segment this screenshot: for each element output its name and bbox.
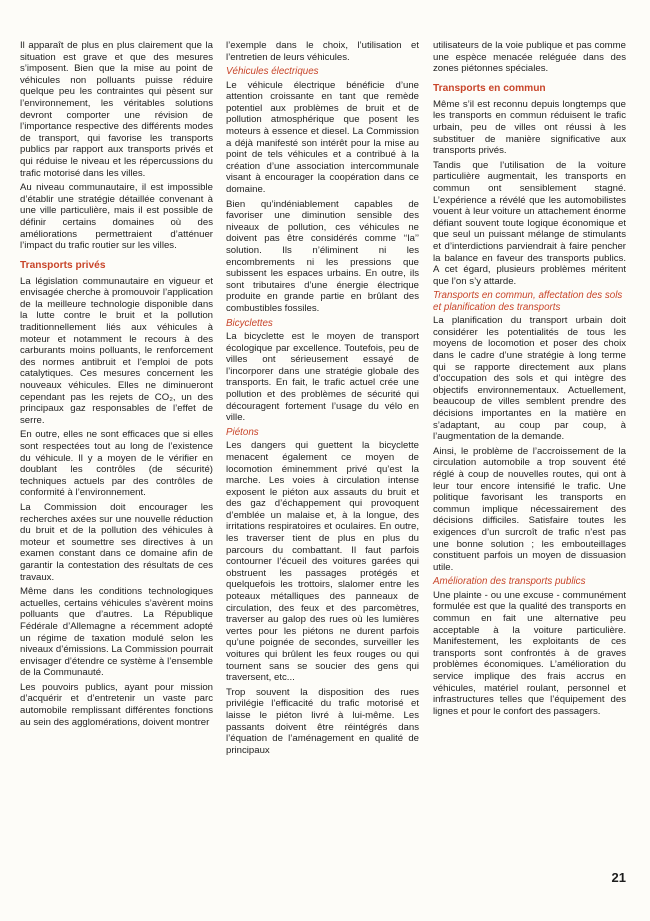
paragraph: l’exemple dans le choix, l’utilisation et l’entretien de leurs véhicules.	[226, 40, 419, 63]
paragraph: Même dans les conditions technologiques actuelles, certains véhicules s’avèrent moins polluants que d’autres. La République Fédérale d’Allemagne a récemment adopté un régime de taxation modulé selon les niveaux d’émissions. La Commission pourrait envisager d’étendre ce système à l’ensemble de la Communauté.	[20, 586, 213, 679]
paragraph: Au niveau communautaire, il est impossible d’établir une stratégie détaillée convenant à une ville particulière, mais il est possible de définir certains domaines où des améliorations permettraient d’atténuer l’impact du trafic routier sur les villes.	[20, 182, 213, 252]
paragraph: Trop souvent la disposition des rues privilégie l’efficacité du trafic motorisé et laisse le piéton livré à lui-même. Les passants doivent être réintégrés dans l’équation de l’aménagement en qualité de principaux	[226, 686, 419, 756]
paragraph: Il apparaît de plus en plus clairement que la situation est grave et que des mesures s’imposent. Bien que la mise au point de véhicules non polluants puisse réduire quelque peu les contraintes qui pèsent sur l’environnement, les véritables solutions devront comporter une révision de l’importance respective des différents modes de transport, qui favorise les transports publics par rapport aux transports privés et qui réduise le niveau et les répercussions du trafic motorisé dans les villes.	[20, 40, 213, 179]
paragraph: La législation communautaire en vigueur et envisagée cherche à promouvoir l’application de la meilleure technologie disponible dans la lutte contre le bruit et la pollution traditionnellement liés aux véhicules à moteur et notamment le recours à des carburants moins polluants, le renforcement des normes antibruit et l’emploi de pots catalytiques. Ces mesures concernent les nouveaux véhicules. Elles ne diminueront cependant pas les rejets de CO₂, un des principaux gaz responsables de l’effet de serre.	[20, 275, 213, 426]
paragraph: Les pouvoirs publics, ayant pour mission d’acquérir et d’entretenir un vaste parc automobile remplissant différentes fonctions au sein des agglomérations, doivent montrer	[20, 681, 213, 728]
paragraph: Même s’il est reconnu depuis longtemps que les transports en commun réduisent le trafic urbain, peu de villes ont réussi à les substituer de manière significative aux transports privés.	[433, 98, 626, 157]
paragraph: Ainsi, le problème de l’accroissement de la circulation automobile a trop souvent été réglé à coup de nouvelles routes, qui ont à leur tour encore intensifié le trafic. Une politique favorisant les transports en commun implique nécessairement des décisions difficiles. Satisfaire toutes les exigences d’un surcroît de trafic n’est pas une bonne solution ; les embouteillages constituent parfois un moyen de dissuasion utile.	[433, 445, 626, 573]
text-column-2	[226, 40, 419, 759]
section-heading: Transports privés	[20, 259, 106, 271]
paragraph: Tandis que l’utilisation de la voiture particulière augmentait, les transports en commun ont sensiblement stagné. L’expérience a révélé que les automobilistes vouent à leur voiture un attachement énorme défiant souvent toute logique économique et que seul un puissant mélange de stimulants et d’interdictions parviendrait à faire pencher la balance en faveur des transports publics. A cet égard, plusieurs problèmes méritent que l’on s’y attarde.	[433, 159, 626, 287]
paragraph: Une plainte - ou une excuse - communément formulée est que la qualité des transports en commun en fait une alternative peu acceptable à la voiture particulière. Manifestement, les exploitants de ces transports sont confrontés à de graves problèmes économiques. L’amélioration du service implique des frais accrus en véhicules, matériel roulant, personnel et infrastructures telles que l’équipement des lignes et pour le confort des passagers.	[433, 589, 626, 717]
paragraph: La Commission doit encourager les recherches axées sur une nouvelle réduction du bruit et de la pollution des véhicules à moteur et soumettre ses directives à un examen constant dans ce domaine afin de garantir la contestation des résultats de ces travaux.	[20, 501, 213, 583]
paragraph: Bien qu’indéniablement capables de favoriser une diminution sensible des niveaux de pollution, ces véhicules ne doivent pas être considérés comme ‘‘la’’ solution. Ils n’éliminent ni les encombrements ni les pressions que subissent les espaces urbains. En outre, ils sont tributaires d’une énergie électrique produite en grande partie en brûlant des combustibles fossiles.	[226, 198, 419, 314]
subsection-heading: Piétons	[226, 426, 259, 438]
paragraph: Les dangers qui guettent la bicyclette menacent également ce moyen de locomotion éminemment privé qu’est la marche. Les voies à circulation intense exposent le piéton aux assauts du bruit et des gaz d’échappement qui provoquent d’emblée un malaise et, à la longue, des irritations respiratoires et oculaires. En outre, les traverser tient de plus en plus du parcours du combattant. Il faut parfois contourner l’écueil des voitures garées qui obstruent les passages protégés et quelquefois les trottoirs, slalomer entre les poteaux métalliques des panneaux de circulation, des feux et des parcomètres, traverser au galop des rues où les lumières vertes pour les piétons ne durent parfois qu’une poignée de secondes, surveiller les voitures qui brûlent les feux rouges ou qui tournent sans se soucier des gens qui traversent, etc...	[226, 440, 419, 684]
subsection-heading: Véhicules électriques	[226, 66, 319, 78]
page-number: 21	[611, 870, 626, 885]
subsection-heading: Transports en commun, affectation des sols et planification des transports	[433, 290, 623, 313]
subsection-heading: Amélioration des transports publics	[433, 576, 586, 588]
text-column-3	[433, 40, 626, 720]
paragraph: En outre, elles ne sont efficaces que si elles sont respectées tout au long de l’existence du véhicule. Il y a moyen de le vérifier en doublant les contrôles (de sécurité) techniques actuels par des contrôles de conformité à l’environnement.	[20, 429, 213, 499]
paragraph: La planification du transport urbain doit considérer les potentialités de tous les moyens de locomotion et poser des choix dans le cadre d’une stratégie à long terme qui se rapporte directement aux plans d’occupation des sols et qui intègre des objectifs environnementaux. Actuellement, beaucoup de villes semblent prendre des décisions importantes en la matière en s’adaptant, au coup par coup, à l’augmentation de la demande.	[433, 315, 626, 443]
text-column-1	[20, 40, 213, 731]
section-heading: Transports en commun	[433, 82, 546, 94]
paragraph: utilisateurs de la voie publique et pas comme une espèce menacée reléguée dans des zones piétonnes spéciales.	[433, 40, 626, 75]
paragraph: La bicyclette est le moyen de transport écologique par excellence. Toutefois, peu de villes ont sérieusement essayé de l’incorporer dans une stratégie globale des transports. En fait, le trafic actuel crée une pollution et des problèmes de sécurité qui découragent fortement l’usage du vélo en ville.	[226, 331, 419, 424]
paragraph: Le véhicule électrique bénéficie d’une attention croissante en tant que remède potentiel aux problèmes de bruit et de pollution atmosphérique que posent les moteurs à essence et diesel. La Commission a déjà manifesté son intérêt pour la mise au point de tels véhicules et a contribué à la création d’une association intercommunale visant à encourager la coopération dans ce domaine.	[226, 79, 419, 196]
subsection-heading: Bicyclettes	[226, 317, 273, 329]
